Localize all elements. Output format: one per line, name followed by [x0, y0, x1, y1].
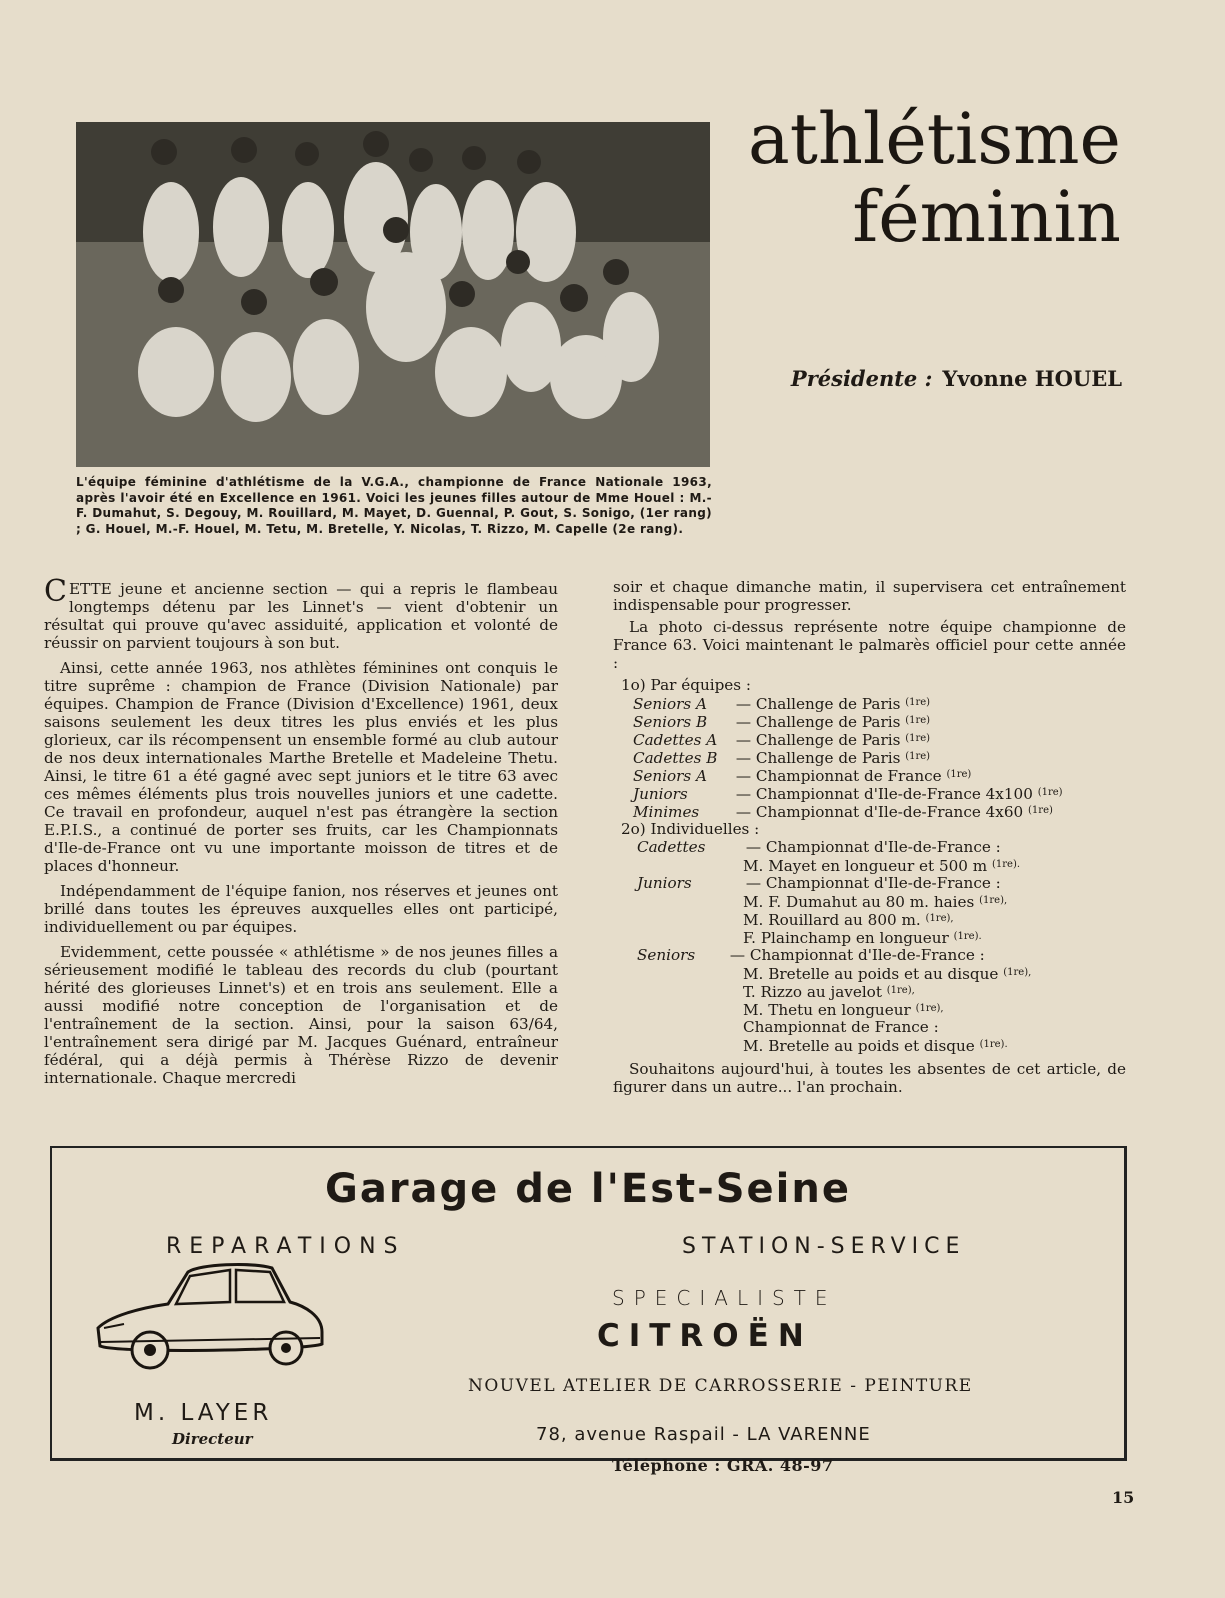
article-paragraph-6: La photo ci-dessus représente notre équipe championne de France 63. Voici maintenant le palmarès officiel pour cette année :	[613, 618, 1126, 672]
indiv-result: M. Thetu en longueur	[743, 1001, 911, 1019]
list-item	[613, 766, 1126, 784]
article-paragraph-7: Souhaitons aujourd'hui, à toutes les absentes de cet article, de figurer dans un autre... l'an prochain.	[613, 1060, 1126, 1096]
president-label: Présidente :	[790, 366, 933, 391]
indiv-result: T. Rizzo au javelot	[743, 983, 882, 1001]
list-item	[613, 748, 1126, 766]
list-item	[613, 712, 1126, 730]
garage-advertisement	[50, 1146, 1127, 1475]
article-paragraph-1-text: ETTE jeune et ancienne section — qui a repris le flambeau longtemps détenu par les Linnet's — vient d'obtenir un résultat qui prouve qu'avec assiduité, application et volonté de réussir on parvient toujours à son but.	[44, 580, 558, 652]
article-paragraph-2: Ainsi, cette année 1963, nos athlètes féminines ont conquis le titre suprême : champion de France (Division Nationale) par équipes. Champion de France (Division d'Excellence) 1961, deux saisons seulement les deux titres les plus enviés et les plus glorieux, car ils récompensent un ensemble formé au club autour de nos deux internationales Marthe Bretelle et Madeleine Thetu. Ainsi, le titre 61 a été gagné avec sept juniors et le titre 63 avec ces mêmes éléments plus trois nouvelles juniors et une cadette. Ce travail en profondeur, auquel n'est pas étrangère la section E.P.I.S., a continué de porter ses fruits, car les Championnats d'Ile-de-France ont vu une importante moisson de titres et de places d'honneur.	[44, 659, 558, 875]
team-rank: (1re)	[1028, 805, 1053, 816]
list-item	[613, 892, 1126, 910]
article-paragraph-4: Evidemment, cette poussée « athlétisme » de nos jeunes filles a sérieusement modifié le tableau des records du club (pourtant hérité des glorieuses Linnet's) et en trois ans seulement. Elle a aussi modifié notre conception de l'organisation et de l'entraînement de la section. Ainsi, pour la saison 63/64, l'entraînement sera dirigé par M. Jacques Guénard, entraîneur fédéral, qui a déjà permis à Thérèse Rizzo de devenir internationale. Chaque mercredi	[44, 943, 558, 1087]
workshop-text: NOUVEL ATELIER DE CARROSSERIE - PEINTURE	[468, 1376, 973, 1396]
indiv-category: Cadettes	[637, 838, 706, 856]
list-item	[613, 1036, 1126, 1054]
list-item	[613, 694, 1126, 712]
indiv-result: M. Bretelle au poids et disque	[743, 1037, 975, 1055]
indiv-rank: (1re).	[979, 1039, 1008, 1050]
team-rank: (1re)	[905, 733, 931, 744]
team-category: Seniors A	[633, 767, 708, 785]
team-rank: (1re)	[905, 715, 931, 726]
list-item	[613, 928, 1126, 946]
team-result: — Challenge de Paris	[735, 713, 901, 731]
teams-heading: 1o) Par équipes :	[621, 676, 752, 694]
list-item: Championnat de France :	[743, 1018, 939, 1036]
article-column-right	[613, 578, 1126, 1100]
garage-phone: Téléphone : GRA. 48-97	[612, 1456, 834, 1475]
indiv-rank: (1re).	[992, 859, 1021, 870]
article-column-left	[44, 574, 558, 1094]
individual-results-list	[613, 820, 1126, 1054]
team-result: — Challenge de Paris	[735, 749, 901, 767]
team-result: — Challenge de Paris	[735, 695, 901, 713]
team-category: Cadettes A	[633, 731, 718, 749]
photo-caption	[76, 475, 712, 537]
indiv-rank: (1re),	[925, 913, 954, 924]
garage-name: Garage de l'Est-Seine	[325, 1166, 851, 1212]
page-title	[748, 100, 1121, 256]
list-item	[613, 964, 1126, 982]
team-result: — Championnat d'Ile-de-France 4x60	[735, 803, 1024, 821]
team-photo	[76, 122, 710, 467]
team-result: — Challenge de Paris	[735, 731, 901, 749]
teams-results-list	[613, 676, 1126, 820]
indiv-result: F. Plainchamp en longueur	[743, 929, 949, 947]
president-line	[791, 366, 1122, 391]
indiv-title: — Championnat d'Ile-de-France :	[745, 838, 1001, 856]
team-category: Minimes	[633, 803, 700, 821]
citroen-ds-car-icon	[90, 1258, 328, 1386]
team-rank: (1re)	[1037, 787, 1063, 798]
title-line-1: athlétisme	[747, 98, 1121, 180]
indiv-rank: (1re),	[979, 895, 1008, 906]
list-item	[613, 946, 1126, 964]
title-line-2: féminin	[852, 176, 1121, 258]
article-paragraph-5: soir et chaque dimanche matin, il supervisera cet entraînement indispensable pour progresser.	[613, 578, 1126, 614]
team-category: Cadettes B	[633, 749, 718, 767]
indiv-result: M. Mayet en longueur et 500 m	[743, 857, 988, 875]
indiv-result: M. Rouillard au 800 m.	[743, 911, 921, 929]
article-paragraph-1	[44, 574, 558, 652]
indiv-category: Juniors	[637, 874, 692, 892]
indiv-rank: (1re),	[915, 1003, 944, 1014]
indiv-category: Seniors	[637, 946, 696, 964]
president-name: Yvonne HOUEL	[942, 366, 1122, 391]
indiv-heading: 2o) Individuelles :	[621, 820, 760, 838]
page-number: 15	[1112, 1488, 1135, 1507]
team-rank: (1re)	[946, 769, 972, 780]
indiv-result: M. F. Dumahut au 80 m. haies	[743, 893, 975, 911]
indiv-rank: (1re).	[953, 931, 982, 942]
team-photo-image	[76, 122, 710, 467]
list-item	[613, 838, 1126, 856]
list-item	[613, 802, 1126, 820]
director-name: M. LAYER	[134, 1400, 273, 1426]
list-item	[613, 874, 1126, 892]
service-station: STATION-SERVICE	[682, 1234, 966, 1259]
team-result: — Championnat de France	[735, 767, 942, 785]
indiv-rank: (1re),	[886, 985, 915, 996]
garage-address: 78, avenue Raspail - LA VARENNE	[536, 1424, 871, 1445]
specialist-label: SPECIALISTE	[612, 1286, 837, 1310]
team-rank: (1re)	[905, 751, 931, 762]
list-item	[613, 1000, 1126, 1018]
indiv-title: — Championnat d'Ile-de-France :	[745, 874, 1001, 892]
team-rank: (1re)	[905, 697, 931, 708]
article-paragraph-3: Indépendamment de l'équipe fanion, nos réserves et jeunes ont brillé dans toutes les épreuves auxquelles elles ont participé, individuellement ou par équipes.	[44, 882, 558, 936]
indiv-rank: (1re),	[1003, 967, 1032, 978]
list-item	[613, 856, 1126, 874]
list-item	[613, 910, 1126, 928]
drop-cap: C	[44, 574, 67, 609]
team-category: Seniors A	[633, 695, 708, 713]
photo-caption-text: L'équipe féminine d'athlétisme de la V.G.A., championne de France Nationale 1963, après l'avoir été en Excellence en 1961. Voici les jeunes filles autour de Mme Houel : M.-F. Dumahut, S. Degouy, M. Rouillard, M. Mayet, D. Guennal, P. Gout, S. Sonigo, (1er rang) ; G. Houel, M.-F. Houel, M. Tetu, M. Bretelle, Y. Nicolas, T. Rizzo, M. Capelle (2e rang).	[76, 475, 712, 536]
brand-name: CITROËN	[597, 1318, 813, 1354]
team-category: Seniors B	[633, 713, 708, 731]
list-item	[613, 784, 1126, 802]
list-item	[613, 982, 1126, 1000]
team-result: — Championnat d'Ile-de-France 4x100	[735, 785, 1033, 803]
team-category: Juniors	[633, 785, 688, 803]
service-repairs: REPARATIONS	[166, 1234, 406, 1259]
indiv-result: M. Bretelle au poids et au disque	[743, 965, 999, 983]
director-title: Directeur	[172, 1430, 253, 1448]
indiv-title: — Championnat d'Ile-de-France :	[729, 946, 985, 964]
list-item	[613, 730, 1126, 748]
